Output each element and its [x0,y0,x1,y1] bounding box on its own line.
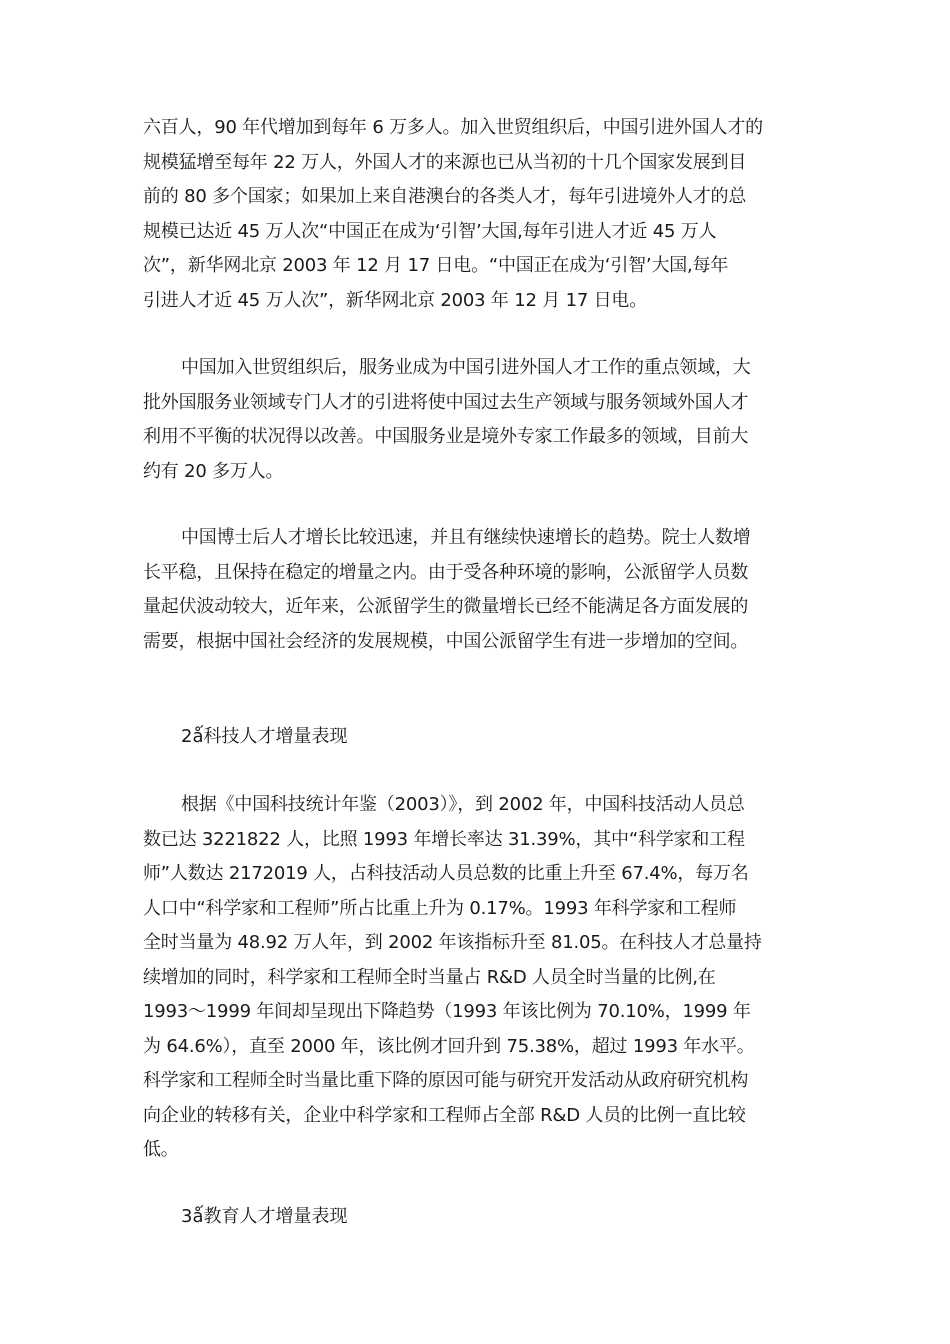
text-line: 数已达 3221822 人，比照 1993 年增长率达 31.39%，其中“科学家和工程 [143,828,745,850]
paragraph-service-industry [143,351,823,489]
text-line: 师”人数达 2172019 人，占科技活动人员总数的比重上升至 67.4%，每万名 [143,863,749,884]
text-line: 向企业的转移有关，企业中科学家和工程师占全部 R&D 人员的比例一直比较 [143,1104,746,1126]
text-line: 人口中“科学家和工程师”所占比重上升为 0.17%。1993 年科学家和工程师 [143,897,737,919]
text-line: 低。 [143,1139,179,1160]
text-line: 需要，根据中国社会经济的发展规模，中国公派留学生有进一步增加的空间。 [143,630,749,652]
text-line: 量起伏波动较大，近年来，公派留学生的微量增长已经不能满足各方面发展的 [143,596,749,617]
text-line: 次”，新华网北京 2003 年 12 月 17 日电。“中国正在成为‘引智’大国,每年 [143,255,729,276]
text-line: 根据《中国科技统计年鉴（2003）》，到 2002 年，中国科技活动人员总 [181,794,745,815]
text-line: 中国博士后人才增长比较迅速，并且有继续快速增长的趋势。院士人数增 [181,527,751,548]
text-line: 规模已达近 45 万人次“中国正在成为‘引智’大国,每年引进人才近 45 万人 [143,220,717,242]
text-line: 科学家和工程师全时当量比重下降的原因可能与研究开发活动从政府研究机构 [143,1070,749,1091]
text-line: 前的 80 多个国家；如果加上来自港澳台的各类人才，每年引进境外人才的总 [143,186,747,207]
paragraph-foreign-talent-intro [143,111,823,318]
text-line: 续增加的同时，科学家和工程师全时当量占 R&D 人员全时当量的比例,在 [143,966,716,988]
text-line: 中国加入世贸组织后，服务业成为中国引进外国人才工作的重点领域，大 [181,357,751,378]
text-line: 规模猛增至每年 22 万人，外国人才的来源也已从当初的十几个国家发展到目 [143,151,747,173]
text-line: 引进人才近 45 万人次”，新华网北京 2003 年 12 月 17 日电。 [143,289,648,311]
section-heading-education-talent: 3ǻ教育人才增量表现 [181,1206,348,1227]
text-line: 约有 20 多万人。 [143,460,284,482]
text-line: 全时当量为 48.92 万人年，到 2002 年该指标升至 81.05。在科技人才总量持 [143,932,762,953]
text-line: 六百人，90 年代增加到每年 6 万多人。加入世贸组织后，中国引进外国人才的 [143,117,763,138]
section-heading-sci-tech-talent: 2ǻ科技人才增量表现 [181,726,348,747]
text-line: 为 64.6%），直至 2000 年，该比例才回升到 75.38%，超过 1993 年水平。 [143,1035,755,1057]
text-line: 批外国服务业领域专门人才的引进将使中国过去生产领域与服务领域外国人才 [143,391,749,413]
text-line: 1993～1999 年间却呈现出下降趋势（1993 年该比例为 70.10%，1999 年 [143,1001,751,1022]
text-line: 长平稳，且保持在稳定的增量之内。由于受各种环境的影响，公派留学人员数 [143,561,749,583]
paragraph-sci-tech-statistics [143,788,823,1168]
text-line: 利用不平衡的状况得以改善。中国服务业是境外专家工作最多的领域，目前大 [143,426,749,447]
paragraph-postdoc-growth [143,521,823,659]
